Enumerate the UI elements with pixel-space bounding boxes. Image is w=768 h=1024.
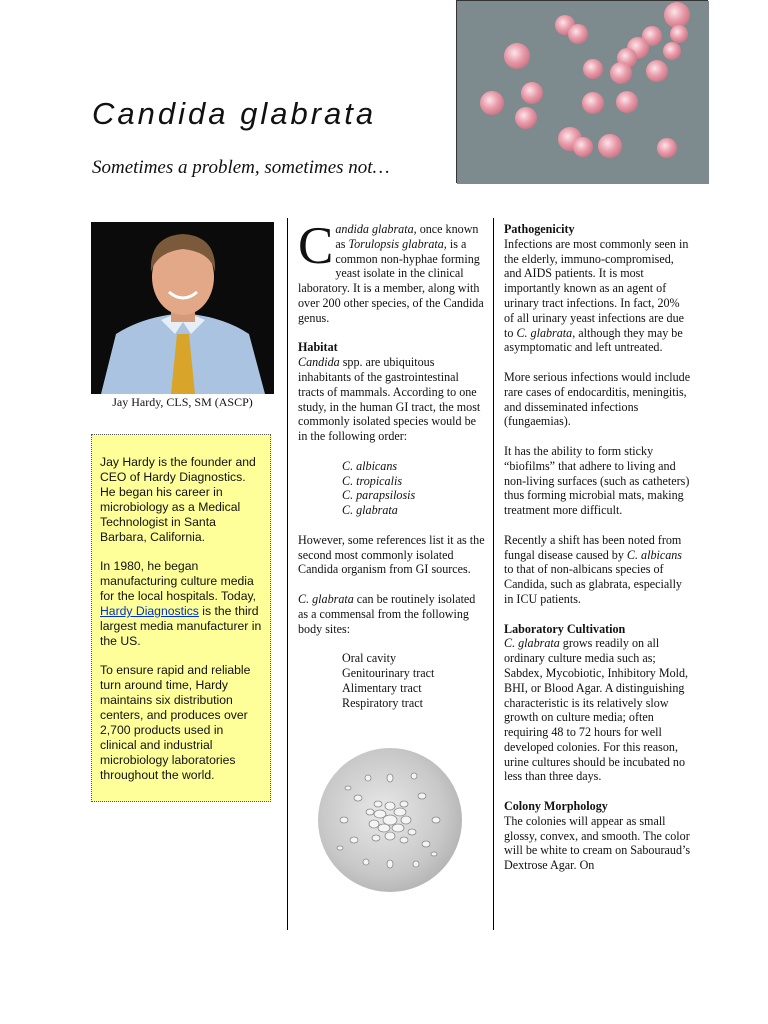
cultivation-paragraph [504, 622, 692, 785]
bio-text: In 1980, he began manufacturing culture media for the local hospitals. Today, [100, 559, 257, 603]
bio-paragraph-3: To ensure rapid and reliable turn around time, Hardy maintains six distribution centers, and produces over 2,700 products used in clinical and industrial microbiology laboratories throughout the world. [100, 663, 251, 782]
list-item [342, 474, 485, 489]
pathogenicity-text: Infections are most commonly seen in the elderly, immuno-compromised, and AIDS patients. It is most importantly known as an agent of urinary tract infections. In fact, 20% of all urinary yeast infections are due to [504, 236, 689, 340]
habitat-heading: Habitat [298, 340, 338, 355]
portrait-photo [91, 222, 274, 394]
species-name: C. glabrata [298, 591, 354, 606]
genus-name: Candida [298, 355, 340, 370]
species-name: C. glabrata [504, 636, 560, 651]
intro-paragraph [298, 217, 485, 326]
shift-text: Recently a shift has been noted from fungal disease caused by [504, 532, 682, 562]
bio-box [91, 434, 271, 802]
morphology-text: The colonies will appear as small glossy, convex, and smooth. The color will be white to cream on Sabouraud’s Dextrose Agar. On [504, 813, 691, 873]
drop-cap: C [298, 217, 334, 275]
microscopy-graphic [318, 748, 462, 892]
colony-photo [456, 0, 708, 183]
portrait-caption: Jay Hardy, CLS, SM (ASCP) [112, 395, 253, 409]
column-divider [493, 218, 494, 930]
column-divider [287, 218, 288, 930]
habitat-paragraph [298, 340, 485, 444]
commensal-paragraph [298, 592, 485, 636]
species-item: C. albicans [342, 458, 398, 473]
page-title: Candida glabrata [92, 96, 377, 131]
body-sites-list [342, 651, 485, 710]
pathogenicity-text: , although they may be asymptomatic and left untreated. [504, 325, 683, 355]
list-item: Respiratory tract [342, 695, 423, 710]
alternate-name: Torulopsis glabrata, [348, 236, 447, 251]
shift-paragraph [504, 533, 692, 607]
hardy-diagnostics-link[interactable]: Hardy Diagnostics [100, 604, 199, 618]
species-name: C. albicans [626, 547, 683, 562]
intro-text: once known as [335, 222, 479, 251]
commensal-text: can be routinely isolated as a commensal from the following body sites: [298, 591, 476, 636]
page-subtitle: Sometimes a problem, sometimes not… [92, 157, 390, 178]
bio-paragraph-1: Jay Hardy is the founder and CEO of Hardy Diagnostics. He began his career in microbiology as a Medical Technologist in Santa Barbara, California. [100, 455, 256, 544]
bio-paragraph-2 [100, 559, 262, 649]
morphology-heading: Colony Morphology [504, 799, 608, 814]
list-item [342, 488, 485, 503]
species-item: C. parapsilosis [342, 488, 416, 503]
species-item: C. glabrata [342, 503, 398, 518]
intro-text: is a common non-hyphae forming yeast isolate in the clinical laboratory. It is a member, along with over 200 other species, of the Candida genus. [298, 236, 484, 325]
species-item: C. tropicalis [342, 473, 403, 488]
infections-paragraph: More serious infections would include rare cases of endocarditis, meningitis, and disseminated infections (fungaemias). [504, 369, 691, 429]
pathogenicity-paragraph [504, 222, 692, 355]
list-item: Oral cavity [342, 651, 397, 666]
list-item [342, 503, 485, 518]
list-item: Genitourinary tract [342, 665, 435, 680]
list-item [342, 459, 485, 474]
cultivation-heading: Laboratory Cultivation [504, 621, 626, 636]
list-item: Alimentary tract [342, 680, 422, 695]
references-paragraph: However, some references list it as the second most commonly isolated Candida organism from GI sources. [298, 532, 485, 577]
colony-photo-graphic [457, 1, 709, 184]
portrait-graphic [91, 222, 274, 394]
biofilms-paragraph: It has the ability to form sticky “biofilms” that adhere to living and non-living surfaces (such as catheters) thus forming microbial mats, making treatment more difficult. [504, 443, 690, 518]
shift-text: to that of non-albicans species of Candida, such as glabrata, especially in ICU patients. [504, 562, 682, 606]
morphology-paragraph [504, 799, 692, 873]
species-name: C. glabrata [516, 325, 573, 340]
microscopy-image [318, 748, 462, 892]
middle-column [298, 217, 485, 725]
cultivation-text: grows readily on all ordinary culture media such as; Sabdex, Mycobiotic, Inhibitory Mold, BHI, or Blood Agar. A distinguishing characteristic is its relatively slow growth on culture media; often requiring 48 to 72 hours for well developed colonies. For this reason, urine cultures should be incubated no less than three days. [504, 636, 689, 784]
right-column [504, 222, 692, 888]
species-list [342, 459, 485, 518]
bio-text: is the third largest media manufacturer in the US. [100, 604, 262, 648]
pathogenicity-heading: Pathogenicity [504, 222, 575, 236]
species-name: andida glabrata, [335, 222, 417, 236]
habitat-text: spp. are ubiquitous inhabitants of the gastrointestinal tracts of mammals. According to one study, in the human GI tract, the most commonly isolated species would be in the following order: [298, 355, 481, 444]
